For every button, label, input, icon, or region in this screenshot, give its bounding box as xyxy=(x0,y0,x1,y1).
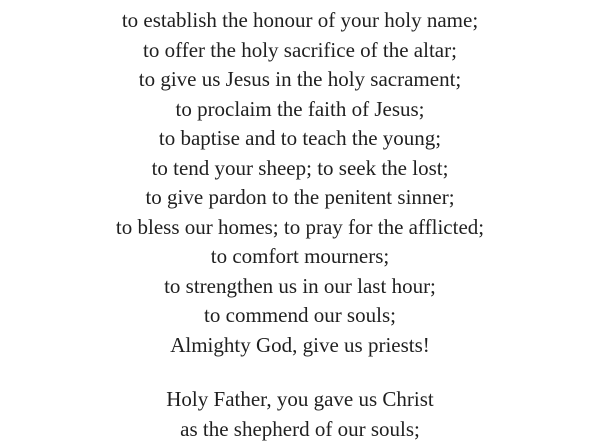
prayer-line: to establish the honour of your holy name; xyxy=(0,6,600,36)
prayer-line: to comfort mourners; xyxy=(0,242,600,272)
prayer-line: to commend our souls; xyxy=(0,301,600,331)
prayer-line: to give pardon to the penitent sinner; xyxy=(0,183,600,213)
prayer-line: to strengthen us in our last hour; xyxy=(0,272,600,302)
prayer-line: to give us Jesus in the holy sacrament; xyxy=(0,65,600,95)
prayer-line: Holy Father, you gave us Christ xyxy=(0,385,600,415)
stanza-divider xyxy=(0,360,600,385)
prayer-line: to offer the holy sacrifice of the altar; xyxy=(0,36,600,66)
prayer-refrain: Almighty God, give us priests! xyxy=(0,331,600,361)
prayer-line: to tend your sheep; to seek the lost; xyxy=(0,154,600,184)
prayer-line: to bless our homes; to pray for the afflicted; xyxy=(0,213,600,243)
prayer-line: to baptise and to teach the young; xyxy=(0,124,600,154)
prayer-line: to proclaim the faith of Jesus; xyxy=(0,95,600,125)
prayer-line: as the shepherd of our souls; xyxy=(0,415,600,444)
clipped-previous-line xyxy=(0,0,600,6)
stanza-one xyxy=(0,6,600,360)
stanza-two xyxy=(0,385,600,444)
